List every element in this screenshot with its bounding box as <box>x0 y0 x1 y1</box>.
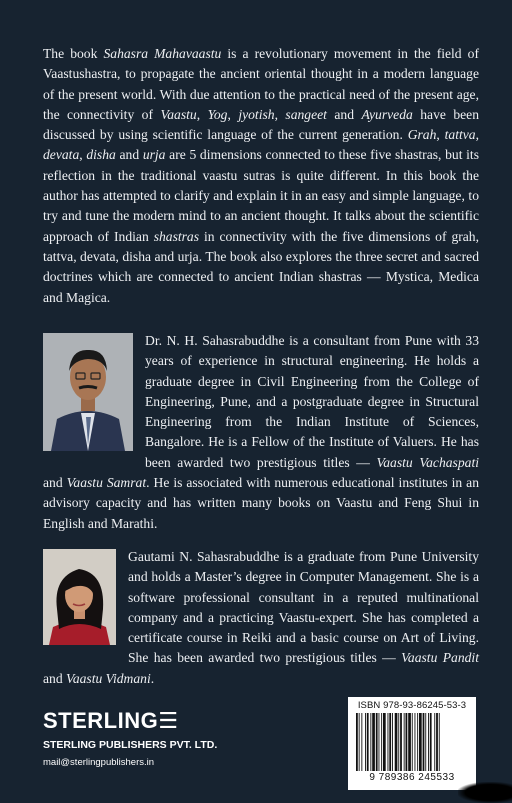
author-photo-1 <box>43 333 133 451</box>
barcode-digits: 9 789386 245533 <box>369 772 455 783</box>
corner-shadow <box>458 782 512 803</box>
book-blurb: The book Sahasra Mahavaastu is a revolutionary movement in the field of Vaastushastra, to propagate the ancient oriental thought in a modern language of the present world. With due attention to the practical need of the present age, the connectivity of Vaastu, Yog, jyotish, sangeet and Ayurveda have been discussed by using scientific language of the current generation. Grah, tattva, devata, disha and urja are 5 dimensions connected to these five shastras, but its reflection in the traditional vaastu sutras is quite different. In this book the author has attempted to clarify and explain it in an easy and simple language, to try and tune the modern mind to an ancient thought. It talks about the scientific approach of Indian shastras in connectivity with the five dimensions of grah, tattva, devata, disha and urja. The book also explores the three secret and sacred doctrines which are connected to ancient Indian shastras — Mystica, Medica and Magica. <box>43 46 480 305</box>
publisher-name: STERLING PUBLISHERS PVT. LTD. <box>43 739 218 751</box>
author-photo-2 <box>43 549 116 645</box>
publisher-email: mail@sterlingpublishers.in <box>43 757 155 768</box>
author-bio-1: Dr. N. H. Sahasrabuddhe is a consultant from Pune with 33 years of experience in structural engineering. He holds a graduate degree in Civil Engineering from the College of Engineering, Pune, and a postgraduate degree in Structural Engineering from the Indian Institute of Sciences, Bangalore. He is a Fellow of the Institute of Valuers. He has been awarded two prestigious titles — Vaastu Vachaspati and Vaastu Samrat. He is associated with numerous educational institutes in an advisory capacity and has written many books on Vaastu and Feng Shui in English and Marathi. <box>43 333 479 531</box>
author-bio-2: Gautami N. Sahasrabuddhe is a graduate from Pune University and holds a Master’s degree in Computer Management. She is a software professional consultant in a reputed multinational company and a practicing Vaastu-expert. She has completed a certificate course in Reiki and a basic course on Art of Living. She has been awarded two prestigious titles — Vaastu Pandit and Vaastu Vidmani. <box>43 549 479 686</box>
isbn-label: ISBN 978-93-86245-53-3 <box>357 700 467 711</box>
barcode <box>352 713 472 771</box>
publisher-logo: STERLING☰ <box>43 708 179 733</box>
barcode-panel <box>348 697 476 790</box>
